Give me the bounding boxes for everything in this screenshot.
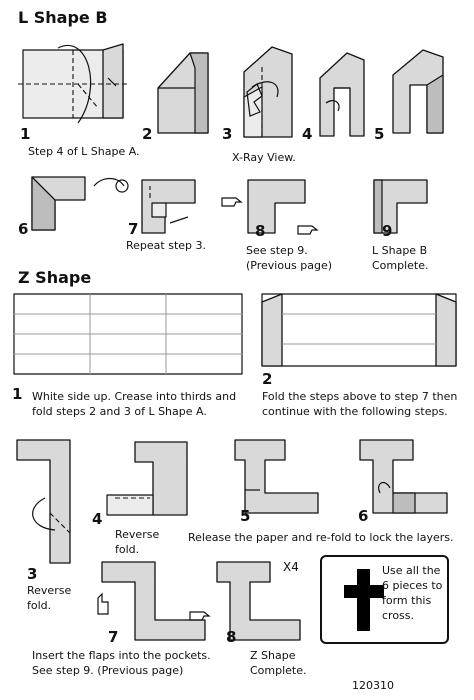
z-step6-diagram [355,438,455,518]
z-step5-diagram [230,438,325,518]
z-step3-number: 3 [27,565,38,583]
hand-icon-up [98,594,108,614]
l-step1-number: 1 [20,125,31,143]
l-step3-caption: X-Ray View. [232,151,296,164]
l-step8-diagram [220,178,320,238]
z-step1-diagram [12,292,247,382]
z-step7-number: 7 [108,628,119,646]
l-step6-diagram [30,175,90,235]
z-step6-number: 6 [358,507,369,525]
z-step7-caption: Insert the flaps into the pockets. See step 9. (Previous page) [32,649,211,677]
l-step3-number: 3 [222,125,233,143]
l-step1-caption: Step 4 of L Shape A. [28,145,140,158]
z-step3-diagram [15,438,85,568]
z-step5-caption: Release the paper and re-fold to lock the layers. [188,531,454,544]
z-step2-number: 2 [262,370,273,388]
l-step3-diagram [232,42,302,142]
l-step7-diagram [140,178,200,238]
cross-instruction-box [320,555,449,644]
z-step8-caption: Z Shape Complete. [250,649,307,677]
z-step1-caption: White side up. Crease into thirds and fold steps 2 and 3 of L Shape A. [32,390,237,418]
hand-icon [222,198,241,206]
z-step4-number: 4 [92,510,103,528]
l-step8-number: 8 [255,222,266,240]
l-step5-diagram [385,45,450,135]
z-step2-diagram [260,292,460,372]
z-step1-number: 1 [12,385,23,403]
footer-code: 120310 [352,679,394,692]
l-step9-caption: L Shape B Complete. [372,244,429,272]
z-step4-diagram [105,440,195,530]
l-step1-diagram [18,38,133,128]
cross-icon [342,567,386,633]
l-shape-b-title: L Shape B [18,8,108,27]
l-step6-arrow [92,176,132,198]
l-step7-caption: Repeat step 3. [126,239,207,252]
hand-icon-point [190,612,209,620]
l-step8-caption: See step 9. (Previous page) [246,244,333,272]
z-step8-number: 8 [226,628,237,646]
z-step2-caption: Fold the steps above to step 7 then continue with the following steps. [262,390,458,418]
z-step4-caption: Reverse fold. [115,528,160,556]
l-step9-number: 9 [382,222,393,240]
hand-icon-right [298,226,317,234]
z-step3-caption: Reverse fold. [27,584,72,612]
l-step4-diagram [312,48,372,138]
z-shape-title: Z Shape [18,268,92,287]
l-step7-number: 7 [128,220,139,238]
z-step5-number: 5 [240,507,251,525]
l-step4-number: 4 [302,125,313,143]
z-multiplier: X4 [283,560,299,574]
l-step9-diagram [372,178,432,238]
cross-box-text: Use all the 6 pieces to form this cross. [382,564,443,622]
l-step2-diagram [150,48,215,138]
l-step5-number: 5 [374,125,385,143]
l-step2-number: 2 [142,125,153,143]
l-step6-number: 6 [18,220,29,238]
